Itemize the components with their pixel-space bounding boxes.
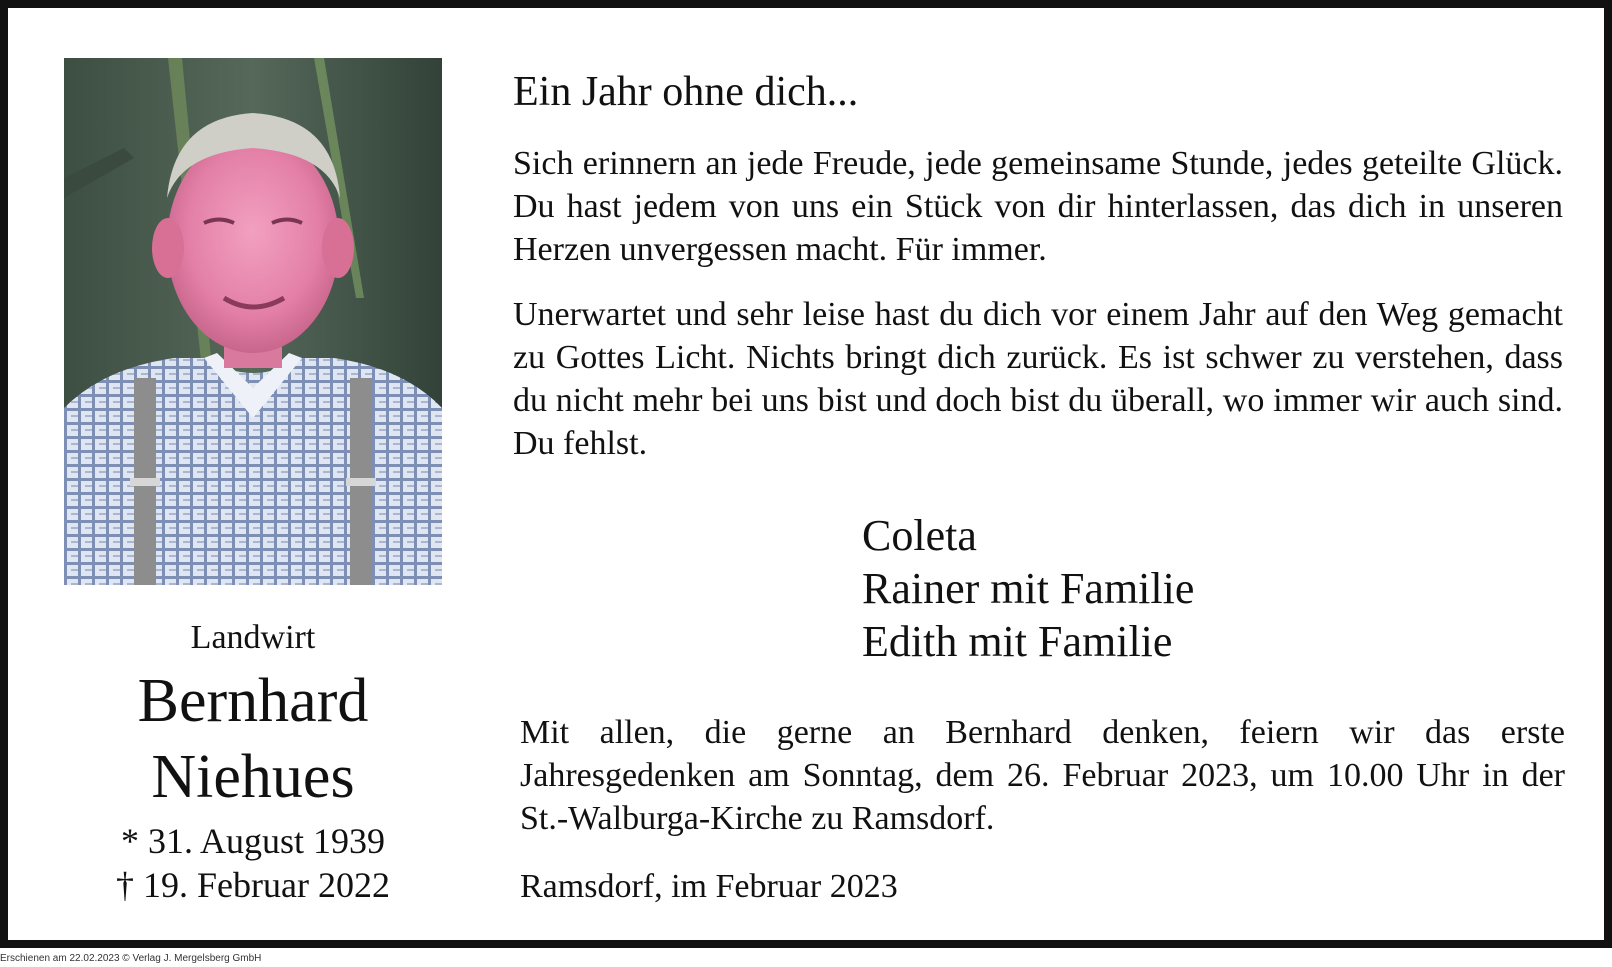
first-name: Bernhard [137, 667, 369, 735]
birth-date: * 31. August 1939 [120, 821, 386, 861]
signature-line: Coleta [862, 511, 977, 560]
last-name: Niehues [151, 743, 355, 811]
publication-footer: Erschienen am 22.02.2023 © Verlag J. Mergelsberg GmbH [0, 953, 262, 964]
memorial-heading: Ein Jahr ohne dich... [513, 69, 859, 115]
memorial-service-text: Mit allen, die gerne an Bernhard denken, feiern wir das erste Jahresgedenken am Sonntag, dem 26. Februar 2023, um 10.00 Uhr in der St.-Walburga-Kirche zu Ramsdorf. [520, 714, 1565, 837]
memorial-paragraph-1: Sich erinnern an jede Freude, jede gemeinsame Stunde, jedes geteilte Glück. Du hast jedem von uns ein Stück von dir hinterlassen, das dich in unseren Herzen unvergessen macht. Für immer. [513, 145, 1563, 268]
death-date: † 19. Februar 2022 [116, 865, 390, 905]
place-and-date: Ramsdorf, im Februar 2023 [520, 868, 898, 905]
signature-line: Rainer mit Familie [862, 564, 1195, 613]
portrait-photo [64, 58, 442, 585]
memorial-paragraph-2: Unerwartet und sehr leise hast du dich vor einem Jahr auf den Weg gemacht zu Gottes Licht. Nichts bringt dich zurück. Es ist schwer zu verstehen, dass du nicht mehr bei uns bist und doch bist du überall, wo immer wir auch sind. Du fehlst. [513, 296, 1563, 462]
occupation: Landwirt [190, 619, 316, 656]
signature-line: Edith mit Familie [862, 617, 1173, 666]
